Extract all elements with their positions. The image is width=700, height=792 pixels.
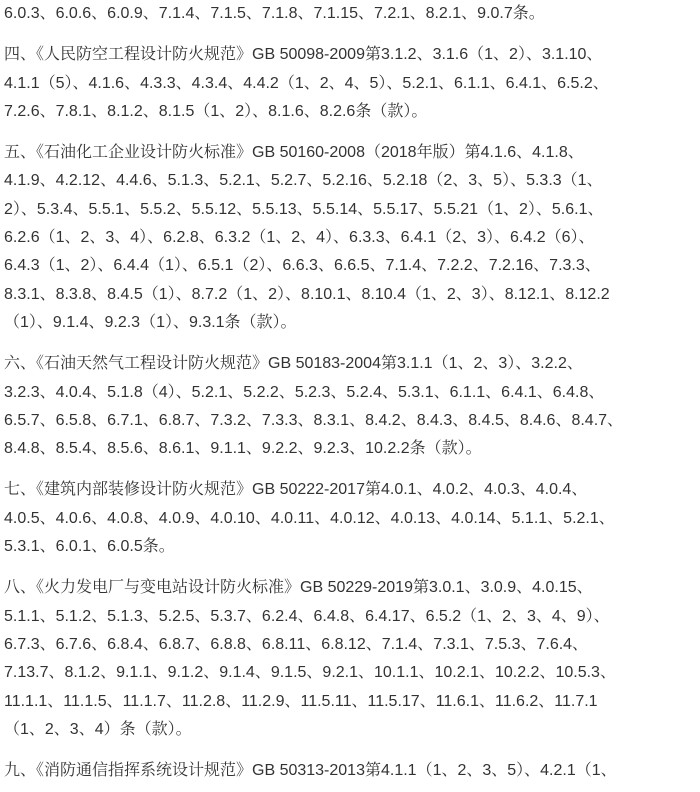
paragraph-eight (4, 574, 696, 744)
text-line: 2）、5.3.4、5.5.1、5.5.2、5.5.12、5.5.13、5.5.14、5.5.17、5.5.21（1、2）、5.6.1、 (4, 200, 604, 218)
text-line: 7.2.6、7.8.1、8.1.2、8.1.5（1、2）、8.1.6、8.2.6条（款）。 (4, 102, 428, 120)
paragraph-continuation (4, 0, 696, 28)
paragraph-nine (4, 757, 696, 785)
text-line: 5.1.1、5.1.2、5.1.3、5.2.5、5.3.7、6.2.4、6.4.8、6.4.17、6.5.2（1、2、3、4、9）、 (4, 607, 610, 625)
text-line: 4.1.9、4.2.12、4.4.6、5.1.3、5.2.1、5.2.7、5.2.16、5.2.18（2、3、5）、5.3.3（1、 (4, 172, 603, 190)
text-line: 6.5.7、6.5.8、6.7.1、6.8.7、7.3.2、7.3.3、8.3.1、8.4.2、8.4.3、8.4.5、8.4.6、8.4.7、 (4, 411, 624, 429)
text-line: （1）、9.1.4、9.2.3（1）、9.3.1条（款）。 (4, 313, 297, 331)
text-line: 7.13.7、8.1.2、9.1.1、9.1.2、9.1.4、9.1.5、9.2.1、10.1.1、10.2.1、10.2.2、10.5.3、 (4, 664, 616, 682)
text-line: 七、《建筑内部装修设计防火规范》GB 50222-2017第4.0.1、4.0.2、4.0.3、4.0.4、 (4, 481, 588, 499)
text-line: 九、《消防通信指挥系统设计规范》GB 50313-2013第4.1.1（1、2、3、5）、4.2.1（1、 (4, 762, 617, 780)
text-line: 4.1.1（5）、4.1.6、4.3.3、4.3.4、4.4.2（1、2、4、5）、5.2.1、6.1.1、6.4.1、6.5.2、 (4, 74, 609, 92)
text-line: 五、《石油化工企业设计防火标准》GB 50160-2008（2018年版）第4.1.6、4.1.8、 (4, 144, 584, 162)
paragraph-four (4, 41, 696, 126)
text-line: 8.4.8、8.5.4、8.5.6、8.6.1、9.1.1、9.2.2、9.2.3、10.2.2条（款）。 (4, 440, 482, 458)
text-line: 5.3.1、6.0.1、6.0.5条。 (4, 538, 175, 556)
text-line: 四、《人民防空工程设计防火规范》GB 50098-2009第3.1.2、3.1.6（1、2）、3.1.10、 (4, 46, 603, 64)
text-line: 6.4.3（1、2）、6.4.4（1）、6.5.1（2）、6.6.3、6.6.5、7.1.4、7.2.2、7.2.16、7.3.3、 (4, 257, 601, 275)
text-line: 4.0.5、4.0.6、4.0.8、4.0.9、4.0.10、4.0.11、4.0.12、4.0.13、4.0.14、5.1.1、5.2.1、 (4, 509, 615, 527)
text-line: 六、《石油天然气工程设计防火规范》GB 50183-2004第3.1.1（1、2、3）、3.2.2、 (4, 355, 583, 373)
paragraph-seven (4, 476, 696, 561)
text-line: 6.2.6（1、2、3、4）、6.2.8、6.3.2（1、2、4）、6.3.3、6.4.1（2、3）、6.4.2（6）、 (4, 229, 595, 247)
text-line: 八、《火力发电厂与变电站设计防火标准》GB 50229-2019第3.0.1、3.0.9、4.0.15、 (4, 579, 593, 597)
paragraph-six (4, 350, 696, 463)
paragraph-five (4, 139, 696, 337)
text-line: 11.1.1、11.1.5、11.1.7、11.2.8、11.2.9、11.5.11、11.5.17、11.6.1、11.6.2、11.7.1 (4, 692, 598, 710)
text-line: 3.2.3、4.0.4、5.1.8（4）、5.2.1、5.2.2、5.2.3、5.2.4、5.3.1、6.1.1、6.4.1、6.4.8、 (4, 383, 605, 401)
text-line: 6.0.3、6.0.6、6.0.9、7.1.4、7.1.5、7.1.8、7.1.15、7.2.1、8.2.1、9.0.7条。 (4, 5, 545, 22)
text-line: 6.7.3、6.7.6、6.8.4、6.8.7、6.8.8、6.8.11、6.8.12、7.1.4、7.3.1、7.5.3、7.6.4、 (4, 635, 589, 653)
text-line: （1、2、3、4）条（款）。 (4, 720, 192, 738)
text-line: 8.3.1、8.3.8、8.4.5（1）、8.7.2（1、2）、8.10.1、8.10.4（1、2、3）、8.12.1、8.12.2 (4, 285, 610, 303)
